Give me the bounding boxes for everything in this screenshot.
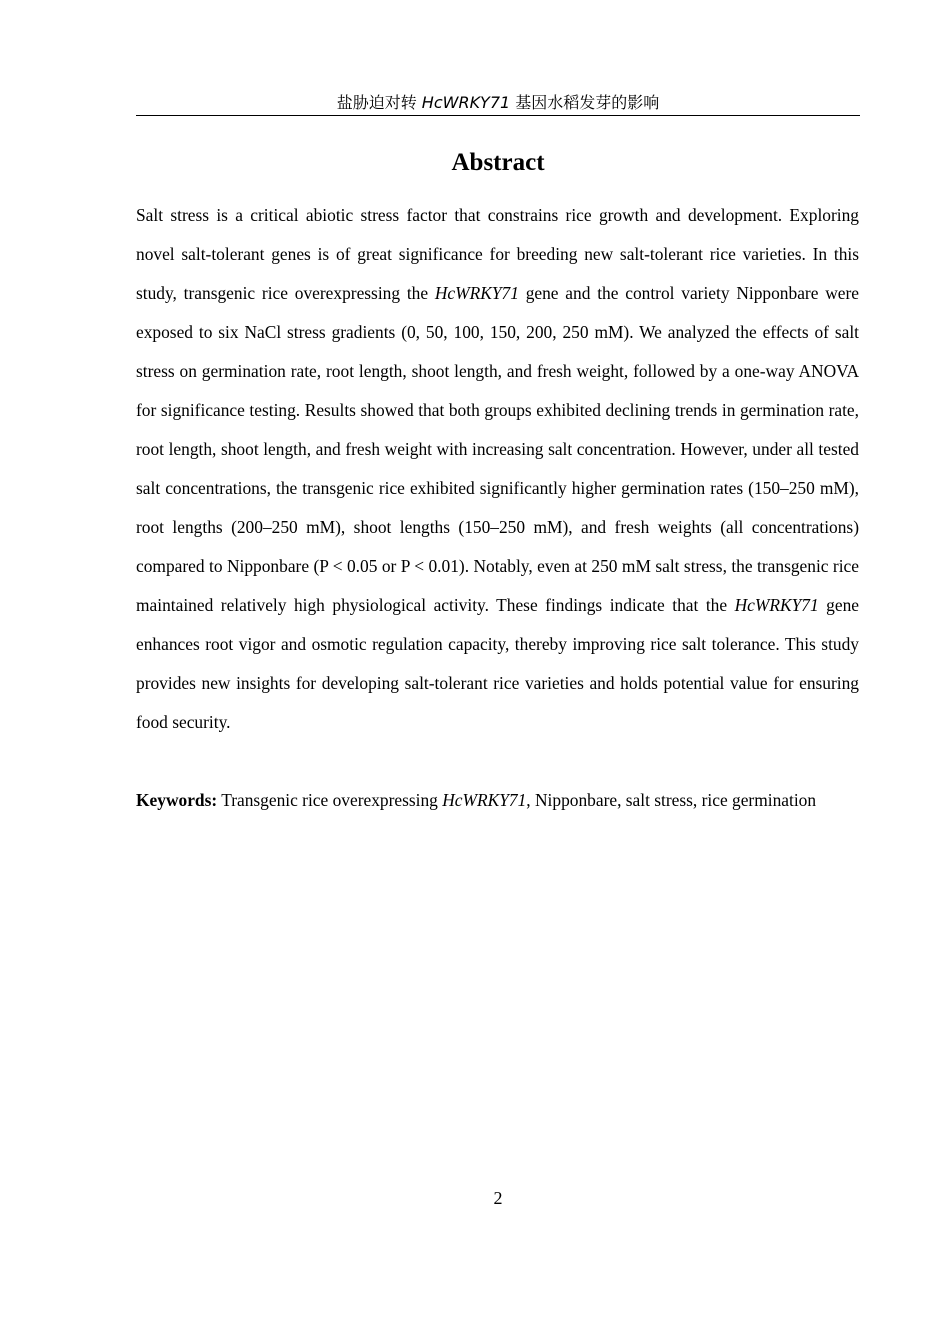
running-header-prefix: 盐胁迫对转 bbox=[336, 93, 422, 112]
keywords-text-pre: Transgenic rice overexpressing bbox=[217, 790, 443, 810]
abstract-gene-name-1: HcWRKY71 bbox=[434, 283, 519, 303]
abstract-text-part-3: gene enhances root vigor and osmotic regulation capacity, thereby improving rice salt tolerance. This study provides new insights for developing salt-tolerant rice varieties and holds potential value for ensuring food security. bbox=[136, 595, 859, 732]
running-header-suffix: 基因水稻发芽的影响 bbox=[510, 93, 660, 112]
keywords-label: Keywords: bbox=[136, 790, 218, 810]
abstract-title: Abstract bbox=[451, 149, 545, 176]
abstract-body bbox=[136, 196, 859, 742]
keywords-paragraph bbox=[136, 781, 859, 819]
abstract-text-part-1: Salt stress is a critical abiotic stress factor that constrains rice growth and development. Exploring novel salt-tolerant genes is of great significance for breeding new salt-tolerant rice varieties. In this study, transgenic rice overexpressing the bbox=[136, 205, 859, 303]
abstract-text-part-2: gene and the control variety Nipponbare were exposed to six NaCl stress gradients (0, 50, 100, 150, 200, 250 mM). We analyzed the effects of salt stress on germination rate, root length, shoot length, and fresh weight, followed by a one-way ANOVA for significance testing. Results showed that both groups exhibited declining trends in germination rate, root length, shoot length, and fresh weight with increasing salt concentration. However, under all tested salt concentrations, the transgenic rice exhibited significantly higher germination rates (150–250 mM), root lengths (200–250 mM), shoot lengths (150–250 mM), and fresh weights (all concentrations) compared to Nipponbare (P < 0.05 or P < 0.01). Notably, even at 250 mM salt stress, the transgenic rice maintained relatively high physiological activity. These findings indicate that the bbox=[136, 283, 859, 615]
page-number: 2 bbox=[493, 1188, 503, 1208]
keywords-text-post: , Nipponbare, salt stress, rice germination bbox=[526, 790, 817, 810]
running-header-gene: HcWRKY71 bbox=[421, 93, 511, 112]
abstract-gene-name-2: HcWRKY71 bbox=[734, 595, 819, 615]
running-header bbox=[136, 90, 860, 116]
keywords-gene-name: HcWRKY71 bbox=[442, 790, 527, 810]
